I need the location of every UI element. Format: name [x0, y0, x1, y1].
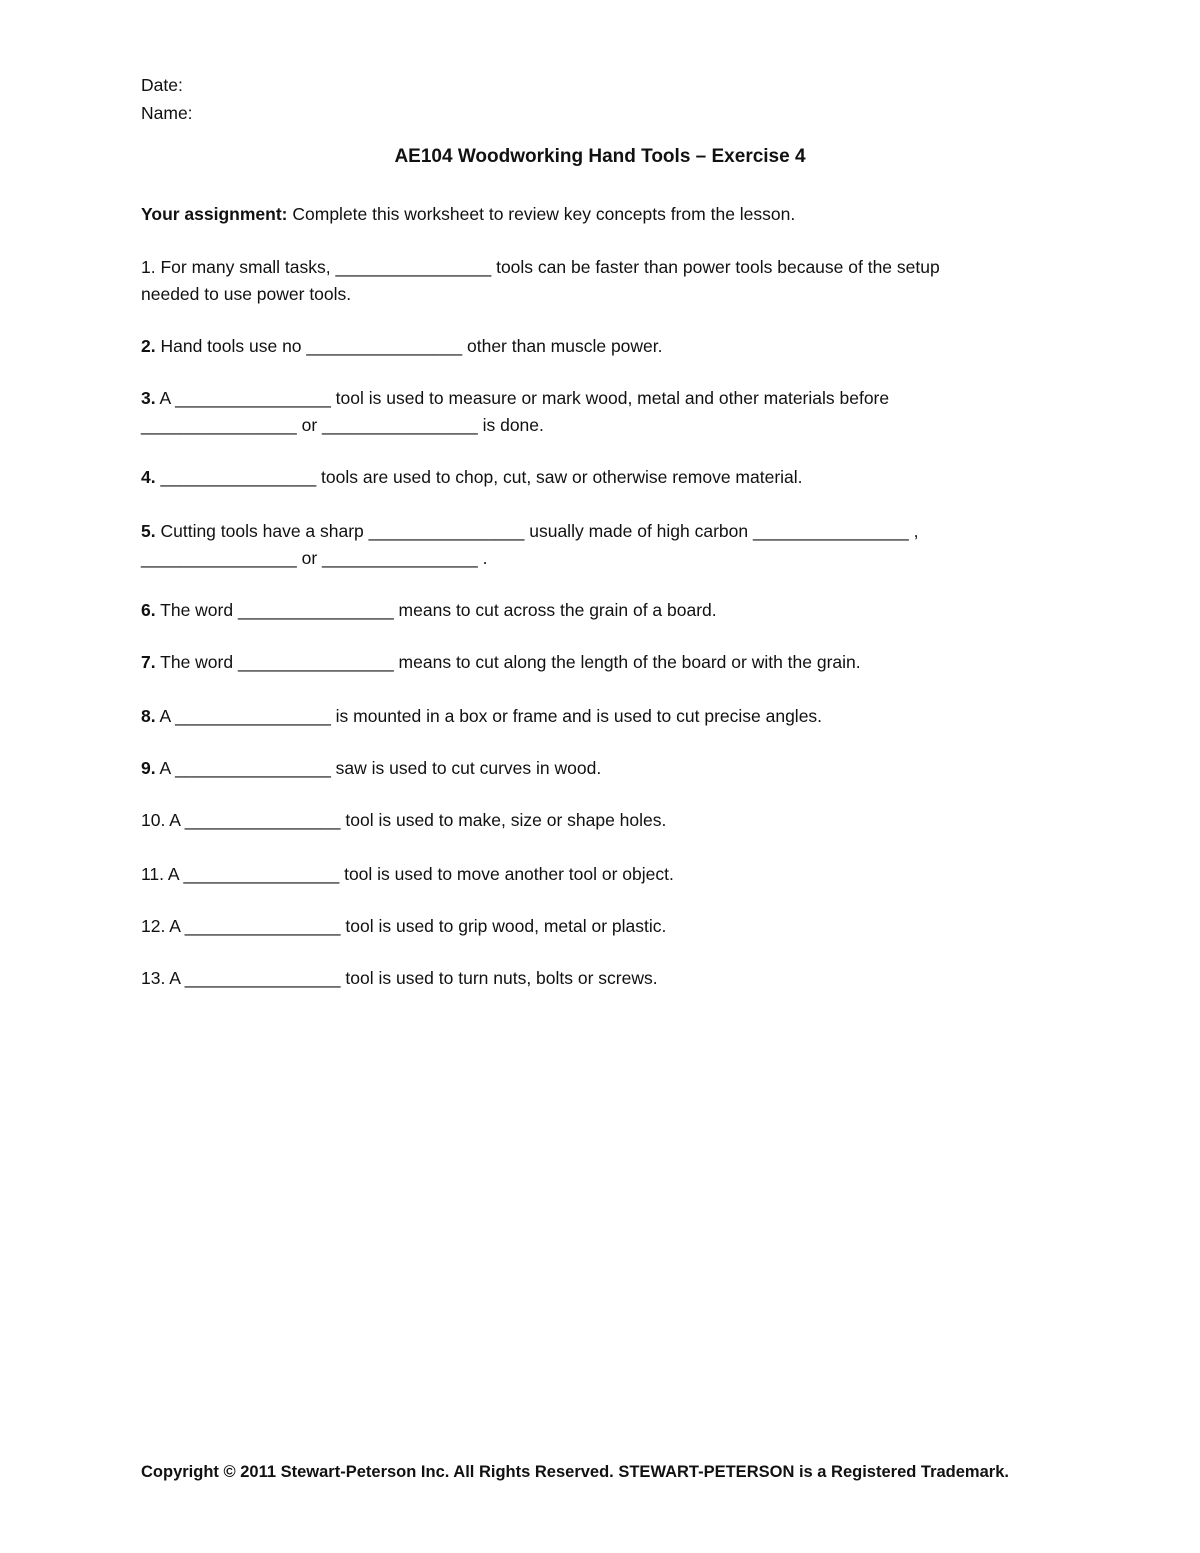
question-2 [141, 335, 663, 357]
question-1-continued: needed to use power tools. [141, 284, 352, 304]
question-number: 9. [141, 758, 156, 778]
question-8 [141, 705, 822, 727]
question-text: A ________________ saw is used to cut curves in wood. [155, 758, 602, 778]
question-number: 12. [141, 916, 166, 936]
question-4 [141, 466, 803, 488]
question-text: A ________________ tool is used to turn nuts, bolts or screws. [165, 968, 658, 988]
copyright-footer: Copyright © 2011 Stewart-Peterson Inc. All Rights Reserved. STEWART-PETERSON is a Registered Trademark. [141, 1463, 1009, 1481]
question-text: The word ________________ means to cut along the length of the board or with the grain. [155, 652, 861, 672]
question-5 [141, 520, 918, 542]
question-number: 10. [141, 810, 166, 830]
question-number: 11. [141, 864, 165, 884]
question-number: 5. [141, 521, 156, 541]
question-text: A ________________ tool is used to move another tool or object. [164, 864, 674, 884]
question-text: A ________________ is mounted in a box or frame and is used to cut precise angles. [155, 706, 823, 726]
question-7 [141, 651, 861, 673]
name-label: Name: [141, 103, 193, 123]
page-title: AE104 Woodworking Hand Tools – Exercise 4 [394, 146, 806, 167]
question-1 [141, 256, 940, 278]
question-13 [141, 967, 658, 989]
question-text: Cutting tools have a sharp ________________ usually made of high carbon ________________ , [155, 521, 919, 541]
assignment-text: Complete this worksheet to review key concepts from the lesson. [287, 204, 796, 224]
question-10 [141, 809, 666, 831]
question-number: 3. [141, 388, 156, 408]
question-text: For many small tasks, ________________ tools can be faster than power tools because of the setup [155, 257, 940, 277]
question-12 [141, 915, 666, 937]
question-text: ________________ tools are used to chop, cut, saw or otherwise remove material. [155, 467, 803, 487]
question-number: 6. [141, 600, 156, 620]
question-number: 8. [141, 706, 156, 726]
question-text: A ________________ tool is used to make, size or shape holes. [165, 810, 667, 830]
question-number: 2. [141, 336, 156, 356]
assignment-line [141, 203, 795, 225]
question-text: Hand tools use no ________________ other than muscle power. [155, 336, 663, 356]
question-number: 4. [141, 467, 156, 487]
assignment-label: Your assignment: [141, 204, 288, 224]
question-9 [141, 757, 601, 779]
date-label: Date: [141, 75, 183, 95]
question-number: 7. [141, 652, 156, 672]
question-3 [141, 387, 889, 409]
question-11 [141, 863, 674, 885]
question-text: The word ________________ means to cut across the grain of a board. [155, 600, 717, 620]
question-number: 1. [141, 257, 156, 277]
question-3-continued: ________________ or ________________ is done. [141, 415, 544, 435]
question-text: A ________________ tool is used to grip wood, metal or plastic. [165, 916, 667, 936]
question-text: A ________________ tool is used to measure or mark wood, metal and other materials before [155, 388, 890, 408]
question-number: 13. [141, 968, 166, 988]
question-6 [141, 599, 717, 621]
question-5-continued: ________________ or ________________ . [141, 548, 488, 568]
